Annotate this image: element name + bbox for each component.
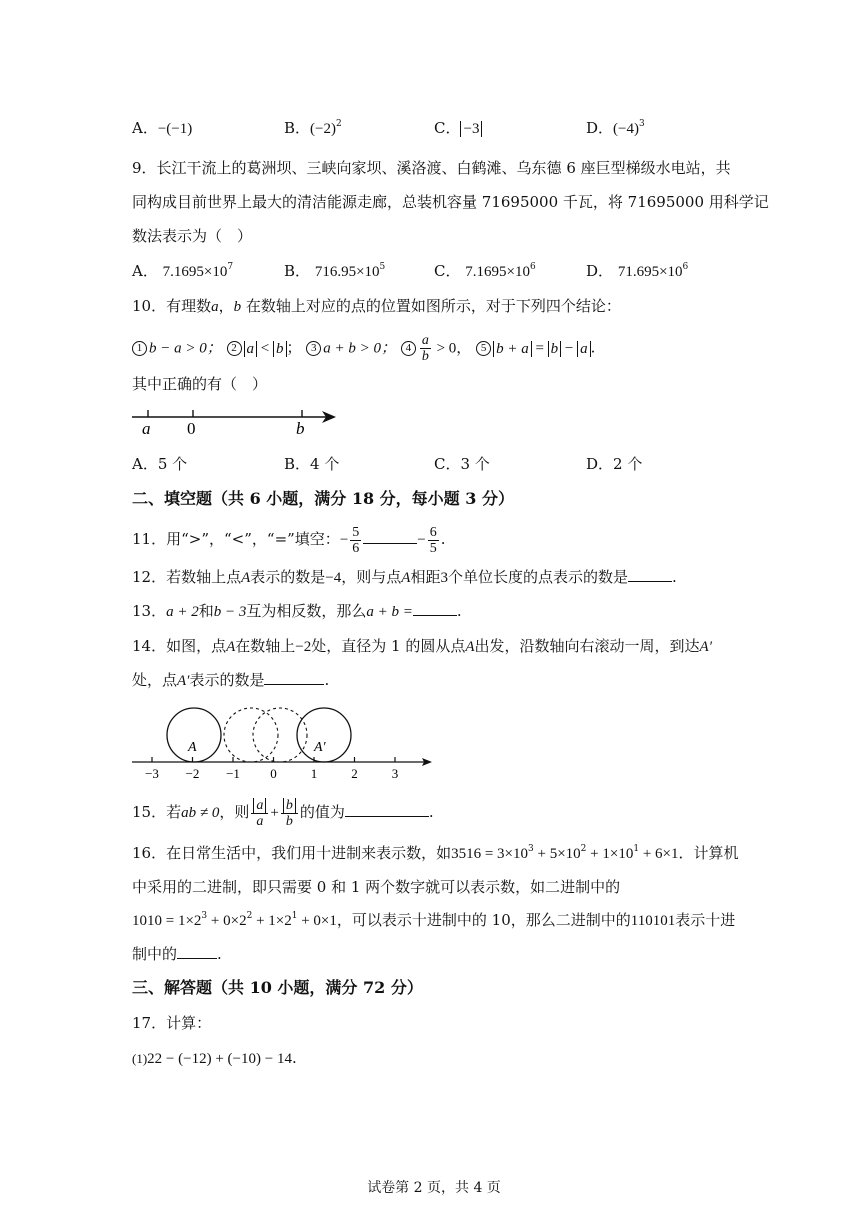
q10-axis-label-a: a [142,419,151,438]
q12-answer-blank[interactable] [628,568,672,582]
q9-option-b-exp: 5 [379,262,386,272]
q12-value: −4 [325,570,342,586]
q14-circle-dashed-2 [253,708,307,762]
q16-term-5: + 5×10 [533,846,581,862]
q16-line3-post2: 表示十进 [675,911,736,929]
q16-exp-2: 2 [580,844,587,854]
q10-c5-circle: 5 [476,341,491,356]
q14-tick-label-5: 2 [351,766,358,781]
q11-f1-sign: − [339,532,349,548]
q10-c4-denominator: b [421,349,429,364]
q14-line-2 [132,670,329,691]
q10-c4-fraction [420,333,431,364]
q14-circle-dashed-1 [224,708,278,762]
q14-line1-post: 处，直径为 1 的圆从点 [311,637,466,655]
q14-line2-post: 表示的数是 [189,671,265,689]
q14-line-1 [132,636,712,657]
q13-end: . [456,602,462,620]
q15-f2-num-b: b [283,798,296,813]
q16-line1-post: ．计算机 [678,844,739,862]
q16-line-4 [132,944,222,964]
q9-option-c-label: C． [434,262,461,280]
q13-mid: 互为相反数，那么 [246,602,367,620]
q14-tick-label-4: 1 [310,766,318,781]
q15-plus: + [270,805,279,821]
q13-expr-1: a + 2 [166,604,199,620]
q12-line [132,567,677,588]
q10-number-line [128,400,348,440]
q9-line-3: 数法表示为（ ） [132,227,253,245]
q16-exp-1: 1 [633,844,640,854]
q14-line1-mid: 在数轴上 [235,637,296,655]
q11-f2-num: 6 [429,524,437,540]
q9-option-b [284,261,385,284]
q10-c5-lhs: b + a [493,341,532,357]
q14-rolling-circle-figure [128,700,438,784]
q12-point-a: A [241,570,251,586]
q10-c5-r2: a [577,341,591,357]
q10-c1-circle: 1 [132,341,147,356]
q8-option-d [586,118,645,141]
q16-answer-blank[interactable] [177,945,217,959]
q10-line1-pre: 10．有理数 [132,297,212,315]
q14-answer-blank[interactable] [264,671,324,685]
q9-option-a-label: A． [132,262,158,280]
q11-f1-num: 5 [352,524,360,540]
q16-line-3 [132,910,735,933]
q16-end: . [217,945,222,963]
q8-option-c-label: C． [434,119,461,137]
q15-post: 的值为 [299,803,345,821]
q14-value: −2 [295,639,312,655]
q17-title: 17．计算： [132,1014,212,1032]
q10-conclusions [132,333,595,364]
q11-pre: 11．用“>”，“<”，“=”填空： [132,530,340,548]
q15-end: . [428,803,434,821]
q13-expr-2: b − 3 [213,604,247,620]
q14-point-a: A [226,639,236,655]
q14-line1-pre: 14．如图，点 [132,637,227,655]
q8-option-a-label: A． [132,119,158,137]
q16-bin-exp-2: 2 [246,911,253,921]
q10-c5-end: . [590,338,596,357]
q8-option-d-label: D． [586,119,614,137]
q10-option-a: A．5 个 [132,455,188,473]
q16-term-1: + 1×10 [586,846,634,862]
q16-bin-term-0: + 0×2 [207,913,247,929]
q14-tick-label-2: −1 [226,766,240,781]
q9-option-a-exp: 7 [227,262,234,272]
q12-three: 3 [440,570,448,586]
q11-f2-den: 5 [429,540,437,556]
q16-bin-exp-1: 1 [291,911,298,921]
q14-fig-label-a: A [188,740,197,755]
q16-binary-number: 110101 [630,913,676,929]
q14-tick-label-0: −3 [145,766,159,781]
q9-option-c [434,261,536,284]
q10-axis-label-b: b [296,419,305,438]
q15-condition: ab ≠ 0 [181,805,220,821]
q14-end: . [324,671,330,689]
q16-exp-3: 3 [528,844,534,854]
q9-option-b-label: B． [284,262,311,280]
q10-c3-expr: a + b > 0； [323,340,397,357]
q10-c4-circle: 4 [401,341,416,356]
q9-option-a [132,261,233,284]
q13-number: 13． [132,602,167,620]
q10-option-c: C．3 个 [434,455,490,473]
q9-line-1: 9．长江干流上的葛洲坝、三峡向家坝、溪洛渡、白鹤滩、乌东德 6 座巨型梯级水电站，共 [132,159,731,177]
q16-bin-term-1: + 1×2 [252,913,292,929]
q13-line [132,601,462,622]
q10-line-1 [132,296,621,317]
q13-and: 和 [198,602,214,620]
q16-bin-exp-3: 3 [201,911,208,921]
q13-answer-blank[interactable] [413,602,457,616]
q16-bin-term-00: + 0×1 [297,913,337,929]
q11-fraction-2 [428,525,439,556]
q15-f1-den: a [256,813,264,829]
q15-f1-num-a: a [253,798,266,813]
q16-line-1 [132,843,739,866]
q10-option-b: B．4 个 [284,455,340,473]
q15-fraction-1 [251,798,268,829]
q9-option-c-exp: 6 [529,262,536,272]
q16-line3-post: ，可以表示十进制中的 10，那么二进制中的 [336,911,631,929]
q14-point-a-prime: A′ [699,639,712,655]
q10-c1-expr: b − a > 0； [149,340,222,357]
q10-c2-circle: 2 [227,341,242,356]
q10-axis-label-0: 0 [187,419,196,438]
q11-end: . [440,530,446,548]
q9-option-d-exp: 6 [682,262,689,272]
q8-option-b-exp: 2 [335,119,342,129]
q8-option-a [132,118,192,139]
q9-option-b-base: 716.95×10 [314,264,380,280]
q9-line-2: 同构成目前世界上最大的清洁能源走廊，总装机容量 71695000 千瓦，将 71695000 用科学记 [132,193,769,211]
q11-answer-blank[interactable] [363,530,417,544]
q10-c2-a: a [244,341,258,357]
q9-option-a-base: 7.1695×10 [162,264,228,280]
q15-fraction-2 [281,798,298,829]
q8-option-a-expr: −(−1) [157,121,193,137]
section-2-title: 二、填空题（共 6 小题，满分 18 分，每小题 3 分） [132,489,514,508]
q10-c5-r1: b [548,341,562,357]
q10-c4-numerator: a [421,333,429,348]
q11-line [132,522,446,557]
q15-f2-num [281,798,298,814]
section-3-title: 三、解答题（共 10 小题，满分 72 分） [132,978,423,997]
q17-part-1 [132,1048,297,1069]
q8-option-c [434,118,482,139]
q10-option-d: D．2 个 [586,455,643,473]
q10-c4-gt: > 0， [432,340,472,357]
q11-f2-sign: − [417,532,426,548]
q17-part-1-end: . [291,1049,297,1067]
q12-point-a2: A [401,570,411,586]
q9-option-c-base: 7.1695×10 [465,264,530,280]
q14-fig-label-a-prime: A′ [314,740,326,755]
q15-pre: 15．若 [132,803,182,821]
q10-line-3: 其中正确的有（ ） [132,375,268,393]
q9-option-d-base: 71.695×10 [617,264,683,280]
q14-point-a2: A [465,639,475,655]
q15-answer-blank[interactable] [345,803,429,817]
q10-c3-circle: 3 [306,341,321,356]
q15-line [132,790,434,835]
q12-pre: 12．若数轴上点 [132,568,242,586]
q17-part-1-label: (1) [132,1051,148,1066]
q10-c5-eq: = [531,340,548,357]
q15-f1-num [251,798,268,814]
q8-option-b-label: B． [284,119,311,137]
q10-c2-b: b [273,341,287,357]
q11-fraction-1 [350,525,361,556]
q8-option-c-expr: −3 [460,121,482,137]
q10-c2-end: ； [286,338,302,357]
q10-line1-post: 在数轴上对应的点的位置如图所示，对于下列四个结论： [241,297,621,315]
q16-bin-eq-start: 1010 = 1×2 [132,913,202,929]
q14-line1-post2: 出发，沿数轴向右滚动一周，到达 [474,637,700,655]
q17-part-1-expr: 22 − (−12) + (−10) − 14 [147,1051,292,1067]
q15-mid: ，则 [219,803,250,821]
q12-mid: 表示的数是 [250,568,326,586]
q12-end: . [671,568,677,586]
q9-option-d-label: D． [586,262,614,280]
q14-tick-label-3: 0 [270,766,277,781]
q14-point-a-prime-2: A′ [177,673,190,689]
q16-line1-pre: 16．在日常生活中，我们用十进制来表示数，如 [132,844,452,862]
q10-c5-minus: − [561,340,578,357]
q16-eq-start: 3516 = 3×10 [451,846,529,862]
q9-option-d [586,261,688,284]
q12-mid2: ，则与点 [341,568,402,586]
q14-line2-pre: 处，点 [132,671,178,689]
q10-var-a: a [211,299,219,315]
q10-var-b: b [233,299,242,315]
q16-line4-pre: 制中的 [132,945,178,963]
q8-option-b-base: (−2) [310,121,336,137]
q8-option-d-exp: 3 [638,119,645,129]
q10-c2-lt: < [257,340,273,357]
q14-tick-label-1: −2 [185,766,200,781]
q12-post: 个单位长度的点表示的数是 [447,568,628,586]
q16-term-6: + 6×1 [639,846,679,862]
q16-line-2: 中采用的二进制，即只需要 0 和 1 两个数字就可以表示数，如二进制中的 [132,878,621,896]
q14-tick-label-6: 3 [391,766,399,781]
page-footer: 试卷第 2 页，共 4 页 [367,1180,501,1196]
q8-option-b [284,118,342,141]
q11-f1-den: 6 [352,540,360,556]
q10-line1-mid: ， [218,297,234,315]
q15-f2-den: b [285,813,293,829]
q12-mid3: 相距 [410,568,441,586]
q13-expr-3: a + b = [366,604,413,620]
q8-option-d-base: (−4) [613,121,639,137]
